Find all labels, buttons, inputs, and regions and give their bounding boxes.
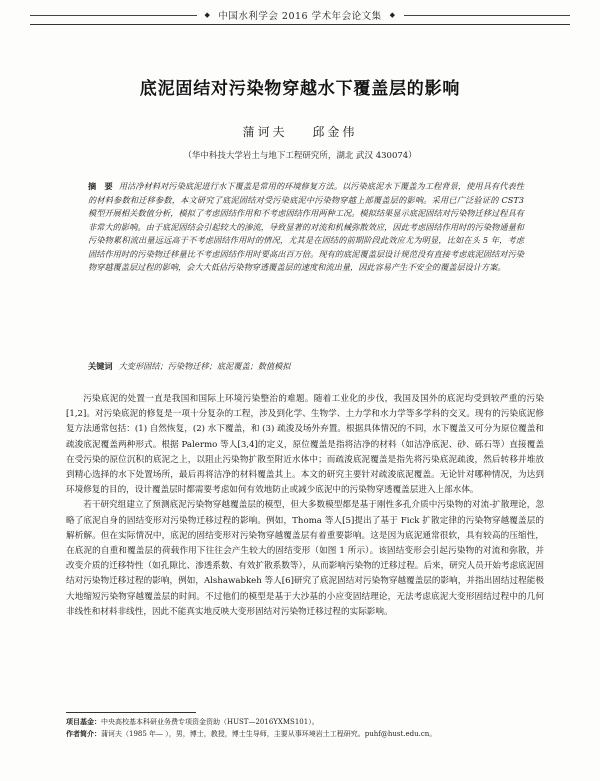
footnote-divider — [66, 712, 196, 713]
footnote-text: 蒲诃夫（1985 年— ），男，博士，教授，博士生导师，主要从事环境岩土工程研究。puhf@hust.edu.cn。 — [101, 730, 437, 738]
body-text — [66, 392, 544, 620]
footnote-label: 作者简介： — [66, 729, 101, 738]
keywords — [88, 360, 524, 373]
footnote-fund — [66, 716, 544, 728]
paragraph: 若干研究组建立了预测底泥污染物穿越覆盖层的模型，但大多数模型都是基于刚性多孔介质中污染物的对流-扩散理论，忽略了底泥自身的固结变形对污染物迁移过程的影响。例如，Thoma 等人[5]提出了基于 Fick 扩散定律的污染物穿越覆盖层的解析解。但在实际情况中，底泥的固结变形对污染物穿越覆盖层有着重要影响。这是因为底泥通常很软，具有较高的压缩性，在底泥的自重和覆盖层的荷载作用下往往会产生较大的固结变形（如图 1 所示）。该固结变形会引起污染物的对流和弥散，并改变介质的迁移特性（如孔隙比、渗透系数、有效扩散系数等），从而影响污染物的迁移过程。后来，研究人员开始考虑底泥固结对污染物迁移过程的影响，例如，Alshawabkeh 等人[6]研究了底泥固结对污染物穿越覆盖层的影响，并指出固结过程能极大地缩短污染物穿越覆盖层的时间。不过他们的模型是基于大沙基的小应变固结理论，无法考虑底泥大变形固结过程中的几何非线性和材料非线性，因此不能真实地反映大变形固结对污染物迁移过程的实际影响。 — [66, 500, 544, 617]
diamond-icon: ◆ — [389, 11, 396, 19]
paper-title: 底泥固结对污染物穿越水下覆盖层的影响 — [139, 79, 461, 99]
abstract — [88, 180, 524, 275]
footnotes — [66, 716, 544, 740]
author-name: 邱金伟 — [312, 125, 358, 139]
keywords-label: 关键词 — [88, 361, 113, 371]
footnote-label: 项目基金： — [66, 717, 101, 726]
running-header — [30, 6, 570, 24]
header-divider — [30, 24, 570, 25]
affiliation: （华中科技大学岩土与地下工程研究所，湖北 武汉 430074） — [183, 151, 417, 161]
author-name: 蒲诃夫 — [242, 125, 288, 139]
author-list — [0, 123, 600, 140]
paragraph: 污染底泥的处置一直是我国和国际上环境污染整治的难题。随着工业化的步伐，我国及国外的底泥均受到较严重的污染[1,2]。对污染底泥的修复是一项十分复杂的工程，涉及到化学、生物学、土力学和水力学等多学科的交叉。现有的污染底泥修复方法通常包括：(1) 自然恢复，(2) 水下覆盖，和 (3) 疏浚及场外弃置。根据具体情况的不同，水下覆盖又可分为原位覆盖和疏浚底泥覆盖两种形式。根据 Palermo 等人[3,4]的定义，原位覆盖是指将洁净的材料（如洁净底泥、砂、砾石等）直接覆盖在受污染的原位沉积的底泥之上，以阻止污染物扩散至附近水体中；而疏浚底泥覆盖是指先将污染底泥疏浚，然后转移并堆放到精心选择的水下处置场所，最后再将洁净的材料覆盖其上。本文的研究主要针对疏浚底泥覆盖。无论针对哪种情况，为达到环境修复的目的，设计覆盖层时都需要考虑如何有效地防止或减少底泥中的污染物穿透覆盖层进入上部水体。 — [66, 394, 544, 496]
running-title: 中国水利学会 2016 学术年会论文集 — [218, 11, 382, 22]
keywords-text: 大变形固结；污染物迁移；底泥覆盖；数值模拟 — [118, 361, 291, 371]
header-rule-left — [30, 15, 197, 16]
diamond-icon: ◆ — [204, 11, 211, 19]
footnote-text: 中央高校基本科研业务费专项资金资助（HUST—2016YXMS101）。 — [101, 718, 319, 726]
header-rule-right — [404, 15, 571, 16]
abstract-text: 用沽净材料对污染底泥进行水下覆盖是常用的环境修复方法。以污染底泥水下覆盖为工程背景，使用具有代表性的材料参数和迁移参数，本文研究了底泥固结对受污染底泥中污染物穿越上部覆盖层的影响。采用已广泛验证的 CST3 模型开展相关数值分析，模拟了考虑固结作用和不考虑固结作用两种工况。模拟结果显示底泥固结对污染物迁移过程具有非常大的影响。由于底泥固结会引起较大的渗流，导致显著的对流和机械弥散效应，因此考虑固结作用时的污染物通量和污染物累积流出量远远高于不考虑固结作用时的情况，尤其是在固结的前期阶段此效应尤为明显，比如在头 5 年，考虑固结作用时的污染物迁移量比不考虑固结作用时要高出百万倍。现有的底泥覆盖层设计规范没有直接考虑底泥固结对污染物穿越覆盖层过程的影响，会大大低估污染物穿透覆盖层的速度和流出量，因此容易产生不安全的覆盖层设计方案。 — [88, 181, 524, 272]
footnote-author — [66, 728, 544, 740]
abstract-label: 摘 要 — [88, 181, 113, 191]
